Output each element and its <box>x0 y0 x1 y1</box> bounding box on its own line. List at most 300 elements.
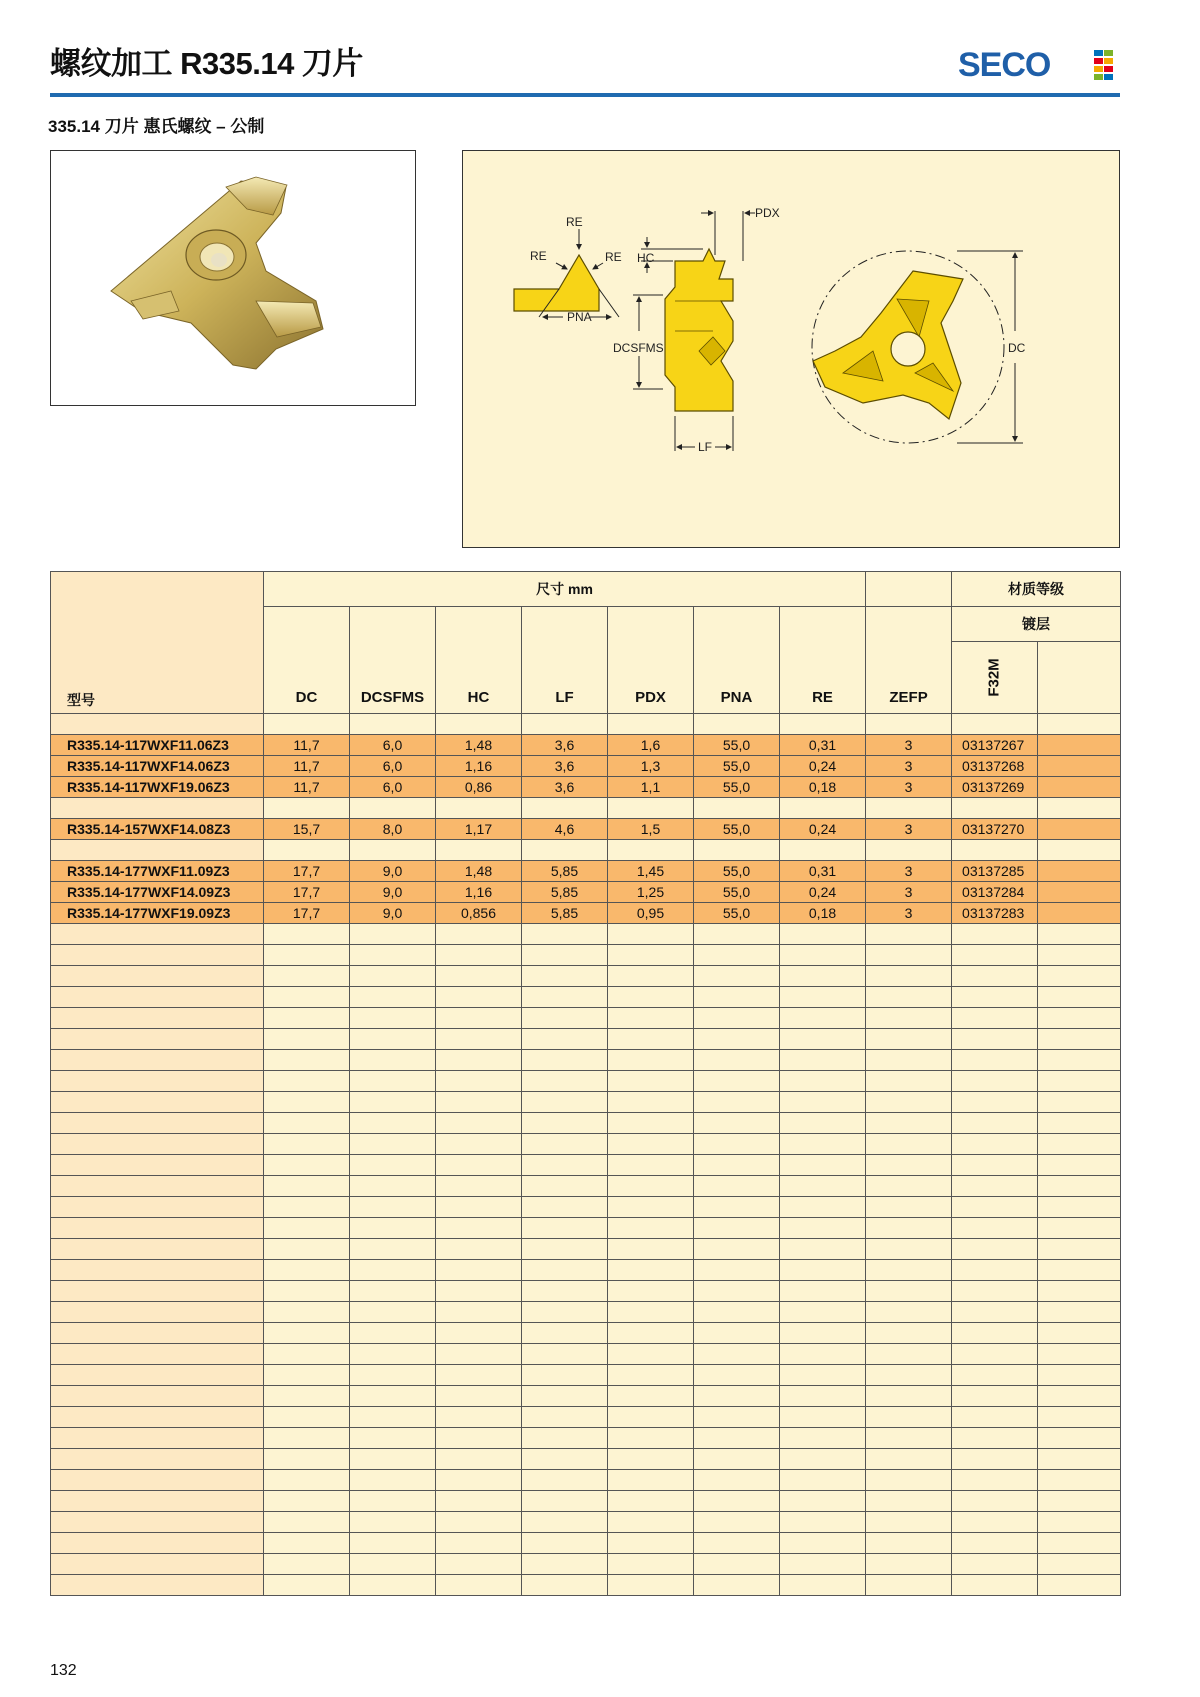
label-hc: HC <box>637 251 655 265</box>
empty-cell <box>952 1134 1038 1155</box>
dc-cell: 11,7 <box>264 756 350 777</box>
empty-cell <box>952 1176 1038 1197</box>
dc-cell: 17,7 <box>264 903 350 924</box>
col-pna: PNA <box>694 607 780 714</box>
spacer-row <box>51 1386 1121 1407</box>
empty-cell <box>350 1344 436 1365</box>
empty-cell <box>608 1554 694 1575</box>
empty-cell <box>264 1470 350 1491</box>
empty-cell <box>608 924 694 945</box>
spacer-row <box>51 1197 1121 1218</box>
spacer-row <box>51 966 1121 987</box>
empty-cell <box>350 798 436 819</box>
empty-cell <box>608 1281 694 1302</box>
empty-cell <box>780 1533 866 1554</box>
pna-cell: 55,0 <box>694 756 780 777</box>
coating-header: 镀层 <box>952 607 1121 642</box>
empty-cell <box>350 1533 436 1554</box>
empty-cell <box>866 1449 952 1470</box>
empty-cell <box>952 840 1038 861</box>
empty-cell <box>350 1260 436 1281</box>
col-dcsfms: DCSFMS <box>350 607 436 714</box>
empty-cell <box>694 1239 780 1260</box>
empty-cell <box>1038 1428 1121 1449</box>
empty-cell <box>608 1218 694 1239</box>
empty-cell <box>1038 1197 1121 1218</box>
empty-cell <box>608 1050 694 1071</box>
empty-cell <box>522 1302 608 1323</box>
empty-cell <box>866 1344 952 1365</box>
table-body <box>51 714 1121 1596</box>
empty-cell <box>780 1575 866 1596</box>
empty-cell <box>866 840 952 861</box>
pna-cell: 55,0 <box>694 882 780 903</box>
empty-cell <box>350 1365 436 1386</box>
empty-cell <box>264 1050 350 1071</box>
pdx-cell: 1,45 <box>608 861 694 882</box>
empty-cell <box>350 1281 436 1302</box>
table-row <box>51 861 1121 882</box>
empty-cell <box>694 1008 780 1029</box>
empty-cell <box>866 924 952 945</box>
empty-cell <box>436 987 522 1008</box>
empty-cell <box>436 1491 522 1512</box>
empty-cell <box>952 1050 1038 1071</box>
empty-cell <box>608 1470 694 1491</box>
empty-cell <box>1038 1386 1121 1407</box>
empty-cell <box>436 1113 522 1134</box>
empty-cell <box>952 945 1038 966</box>
empty-cell <box>866 1155 952 1176</box>
pna-cell: 55,0 <box>694 819 780 840</box>
empty-cell <box>522 1554 608 1575</box>
spacer-row <box>51 714 1121 735</box>
empty-cell <box>608 1386 694 1407</box>
lf-cell: 4,6 <box>522 819 608 840</box>
empty-cell <box>780 1365 866 1386</box>
label-pna: PNA <box>567 310 592 324</box>
empty-cell <box>350 1449 436 1470</box>
brand-name: SECO <box>958 46 1051 82</box>
col-lf: LF <box>522 607 608 714</box>
empty-cell <box>952 987 1038 1008</box>
empty-cell <box>264 1218 350 1239</box>
empty-cell <box>264 1197 350 1218</box>
empty-cell <box>780 924 866 945</box>
empty-cell <box>952 1218 1038 1239</box>
empty-cell <box>522 1050 608 1071</box>
empty-cell <box>694 1512 780 1533</box>
empty-cell <box>350 945 436 966</box>
empty-cell <box>1038 1260 1121 1281</box>
empty-cell <box>350 840 436 861</box>
empty-cell <box>780 1050 866 1071</box>
empty-cell <box>51 1260 264 1281</box>
empty-cell <box>780 1281 866 1302</box>
lf-cell: 5,85 <box>522 903 608 924</box>
empty-cell <box>522 1533 608 1554</box>
empty-cell <box>522 714 608 735</box>
empty-cell <box>522 1575 608 1596</box>
empty-cell <box>866 987 952 1008</box>
empty-cell <box>694 1197 780 1218</box>
empty-cell <box>51 1155 264 1176</box>
empty-cell <box>780 1491 866 1512</box>
page-number: 132 <box>50 1662 77 1679</box>
empty-cell <box>264 1008 350 1029</box>
empty-cell <box>51 1491 264 1512</box>
empty-cell <box>694 1302 780 1323</box>
empty-cell <box>51 966 264 987</box>
empty-cell <box>608 1365 694 1386</box>
empty-cell <box>952 1428 1038 1449</box>
spacer-row <box>51 1281 1121 1302</box>
empty-cell <box>694 1134 780 1155</box>
model-cell: R335.14-177WXF11.09Z3 <box>51 861 264 882</box>
empty-cell <box>436 1029 522 1050</box>
empty-cell <box>1038 1281 1121 1302</box>
empty-cell <box>952 1260 1038 1281</box>
lf-cell: 3,6 <box>522 756 608 777</box>
empty-cell <box>866 1071 952 1092</box>
dimension-diagram <box>462 150 1120 548</box>
empty-cell <box>952 1155 1038 1176</box>
empty-cell <box>436 1386 522 1407</box>
empty-cell <box>866 1197 952 1218</box>
empty-cell <box>780 798 866 819</box>
zefp-cell: 3 <box>866 756 952 777</box>
empty-cell <box>608 1176 694 1197</box>
col-re: RE <box>780 607 866 714</box>
pdx-cell: 1,5 <box>608 819 694 840</box>
empty-cell <box>51 1008 264 1029</box>
empty-cell <box>264 1428 350 1449</box>
empty-cell <box>608 714 694 735</box>
empty-cell <box>866 1575 952 1596</box>
empty-cell <box>1038 1470 1121 1491</box>
empty-cell <box>608 1134 694 1155</box>
empty-cell <box>264 1386 350 1407</box>
empty-cell <box>350 1407 436 1428</box>
dcsfms-cell: 6,0 <box>350 756 436 777</box>
empty-cell <box>436 798 522 819</box>
empty-cell <box>436 1512 522 1533</box>
spacer-row <box>51 1008 1121 1029</box>
spacer-row <box>51 798 1121 819</box>
empty-cell <box>51 1386 264 1407</box>
empty-cell <box>952 798 1038 819</box>
empty-cell <box>264 966 350 987</box>
empty-cell <box>350 1386 436 1407</box>
empty-cell <box>608 1344 694 1365</box>
empty-cell <box>866 1428 952 1449</box>
empty-cell <box>264 1323 350 1344</box>
empty-cell <box>350 924 436 945</box>
empty-cell <box>264 987 350 1008</box>
dc-cell: 11,7 <box>264 735 350 756</box>
empty-cell <box>694 1407 780 1428</box>
header-rule <box>50 93 1120 97</box>
re-cell: 0,18 <box>780 903 866 924</box>
grade-f32m-label: F32M <box>986 658 1004 697</box>
empty-cell <box>522 1449 608 1470</box>
empty-cell <box>952 1197 1038 1218</box>
empty-cell <box>264 1302 350 1323</box>
empty-cell <box>694 1218 780 1239</box>
empty-cell <box>350 1218 436 1239</box>
empty-cell <box>608 1323 694 1344</box>
empty-cell <box>866 1281 952 1302</box>
empty-cell <box>264 1239 350 1260</box>
empty-cell <box>522 1029 608 1050</box>
spacer-row <box>51 1533 1121 1554</box>
empty-cell <box>264 1029 350 1050</box>
empty-cell <box>350 1155 436 1176</box>
model-cell: R335.14-117WXF11.06Z3 <box>51 735 264 756</box>
empty-cell <box>522 840 608 861</box>
empty-cell <box>350 1050 436 1071</box>
model-cell: R335.14-117WXF14.06Z3 <box>51 756 264 777</box>
dc-cell: 17,7 <box>264 882 350 903</box>
seco-logo <box>958 46 1118 82</box>
empty-cell <box>51 1344 264 1365</box>
empty-cell <box>264 714 350 735</box>
spacer-row <box>51 1512 1121 1533</box>
empty-cell <box>51 1365 264 1386</box>
empty-cell <box>866 1365 952 1386</box>
empty-cell <box>1038 714 1121 735</box>
empty-cell <box>608 1239 694 1260</box>
empty-cell <box>522 1428 608 1449</box>
empty-cell <box>780 1134 866 1155</box>
empty-cell <box>350 1197 436 1218</box>
empty-cell <box>264 1575 350 1596</box>
empty-cell <box>694 1344 780 1365</box>
table-row <box>51 882 1121 903</box>
empty-cell <box>866 1407 952 1428</box>
empty-cell <box>866 1323 952 1344</box>
empty-cell <box>522 1491 608 1512</box>
grade-header: 材质等级 <box>952 572 1121 607</box>
empty-cell <box>51 1092 264 1113</box>
spacer-row <box>51 1134 1121 1155</box>
empty-cell <box>608 1407 694 1428</box>
empty-cell <box>952 1302 1038 1323</box>
spacer-row <box>51 1260 1121 1281</box>
empty-cell <box>522 1071 608 1092</box>
col-f32m <box>952 642 1038 714</box>
dcsfms-cell: 8,0 <box>350 819 436 840</box>
hc-cell: 1,48 <box>436 735 522 756</box>
hc-cell: 0,856 <box>436 903 522 924</box>
empty-cell <box>694 1281 780 1302</box>
lf-cell: 5,85 <box>522 882 608 903</box>
order-code-cell: 03137269 <box>952 777 1038 798</box>
empty-cell <box>51 798 264 819</box>
empty-cell <box>51 1512 264 1533</box>
empty-cell <box>952 1554 1038 1575</box>
empty-cell <box>608 1113 694 1134</box>
empty-cell <box>522 1155 608 1176</box>
empty-cell <box>694 1533 780 1554</box>
table-row <box>51 735 1121 756</box>
empty-cell <box>350 1470 436 1491</box>
hc-cell: 0,86 <box>436 777 522 798</box>
empty-cell <box>1038 1071 1121 1092</box>
empty-cell <box>51 1554 264 1575</box>
empty-cell <box>1038 756 1121 777</box>
dc-cell: 15,7 <box>264 819 350 840</box>
empty-cell <box>608 1428 694 1449</box>
dcsfms-cell: 6,0 <box>350 777 436 798</box>
empty-cell <box>1038 1008 1121 1029</box>
model-header: 型号 <box>51 572 264 714</box>
col-hc: HC <box>436 607 522 714</box>
empty-cell <box>436 1344 522 1365</box>
spacer-row <box>51 1113 1121 1134</box>
empty-cell <box>1038 1176 1121 1197</box>
empty-cell <box>1038 1239 1121 1260</box>
empty-cell <box>866 1134 952 1155</box>
empty-cell <box>51 1575 264 1596</box>
empty-cell <box>866 1260 952 1281</box>
empty-cell <box>1038 924 1121 945</box>
empty-cell <box>51 1113 264 1134</box>
empty-cell <box>522 1260 608 1281</box>
empty-cell <box>780 714 866 735</box>
spacer-row <box>51 1302 1121 1323</box>
empty-cell <box>866 1512 952 1533</box>
empty-cell <box>1038 945 1121 966</box>
spacer-row <box>51 1449 1121 1470</box>
empty-cell <box>522 1323 608 1344</box>
empty-cell <box>436 1260 522 1281</box>
empty-cell <box>952 1344 1038 1365</box>
empty-cell <box>436 1302 522 1323</box>
empty-cell <box>522 1092 608 1113</box>
empty-cell <box>51 1134 264 1155</box>
empty-cell <box>522 987 608 1008</box>
empty-cell <box>522 1134 608 1155</box>
empty-cell <box>780 1218 866 1239</box>
empty-cell <box>350 1092 436 1113</box>
empty-cell <box>866 1470 952 1491</box>
empty-cell <box>694 1386 780 1407</box>
pna-cell: 55,0 <box>694 903 780 924</box>
empty-cell <box>866 1176 952 1197</box>
empty-cell <box>264 1260 350 1281</box>
empty-cell <box>51 1533 264 1554</box>
empty-cell <box>350 1029 436 1050</box>
empty-cell <box>51 987 264 1008</box>
empty-cell <box>780 966 866 987</box>
empty-cell <box>694 1491 780 1512</box>
empty-cell <box>1038 1218 1121 1239</box>
empty-cell <box>264 1533 350 1554</box>
dcsfms-cell: 9,0 <box>350 861 436 882</box>
empty-cell <box>522 798 608 819</box>
re-cell: 0,31 <box>780 735 866 756</box>
spacer-row <box>51 1428 1121 1449</box>
empty-cell <box>608 1260 694 1281</box>
table-row <box>51 903 1121 924</box>
empty-cell <box>522 966 608 987</box>
spacer-row <box>51 1155 1121 1176</box>
empty-cell <box>608 945 694 966</box>
empty-cell <box>350 987 436 1008</box>
empty-cell <box>780 1428 866 1449</box>
empty-cell <box>694 1470 780 1491</box>
empty-cell <box>522 1281 608 1302</box>
table-row <box>51 756 1121 777</box>
dimensions-header: 尺寸 mm <box>264 572 866 607</box>
empty-cell <box>51 1470 264 1491</box>
col-zefp: ZEFP <box>866 607 952 714</box>
empty-cell <box>350 1323 436 1344</box>
empty-cell <box>436 945 522 966</box>
empty-cell <box>350 1176 436 1197</box>
empty-cell <box>51 924 264 945</box>
empty-cell <box>780 1176 866 1197</box>
empty-cell <box>522 1344 608 1365</box>
empty-cell <box>264 1155 350 1176</box>
empty-cell <box>608 1092 694 1113</box>
empty-cell <box>264 1176 350 1197</box>
empty-cell <box>608 840 694 861</box>
empty-cell <box>522 1386 608 1407</box>
pdx-cell: 1,3 <box>608 756 694 777</box>
empty-cell <box>51 1323 264 1344</box>
section-subtitle: 335.14 刀片 惠氏螺纹 – 公制 <box>48 117 265 136</box>
empty-cell <box>608 1029 694 1050</box>
zefp-cell: 3 <box>866 861 952 882</box>
empty-cell <box>350 1554 436 1575</box>
label-dc: DC <box>1008 341 1026 355</box>
empty-cell <box>694 945 780 966</box>
empty-cell <box>952 966 1038 987</box>
empty-cell <box>1038 1092 1121 1113</box>
empty-cell <box>1038 1344 1121 1365</box>
insert-spec-table <box>50 571 1121 1596</box>
empty-cell <box>1038 966 1121 987</box>
empty-cell <box>436 1407 522 1428</box>
model-cell: R335.14-157WXF14.08Z3 <box>51 819 264 840</box>
model-cell: R335.14-117WXF19.06Z3 <box>51 777 264 798</box>
empty-cell <box>952 1029 1038 1050</box>
empty-cell <box>866 1092 952 1113</box>
empty-cell <box>608 966 694 987</box>
empty-cell <box>952 1575 1038 1596</box>
empty-cell <box>952 1092 1038 1113</box>
empty-cell <box>780 1029 866 1050</box>
empty-cell <box>1038 1155 1121 1176</box>
empty-cell <box>350 1575 436 1596</box>
empty-cell <box>436 1176 522 1197</box>
empty-cell <box>350 714 436 735</box>
pna-cell: 55,0 <box>694 777 780 798</box>
pdx-cell: 0,95 <box>608 903 694 924</box>
empty-cell <box>952 714 1038 735</box>
spacer-row <box>51 840 1121 861</box>
empty-cell <box>522 1197 608 1218</box>
spacer-row <box>51 1050 1121 1071</box>
empty-cell <box>952 1512 1038 1533</box>
empty-cell <box>866 1239 952 1260</box>
empty-cell <box>866 1113 952 1134</box>
model-cell: R335.14-177WXF14.09Z3 <box>51 882 264 903</box>
empty-cell <box>866 1218 952 1239</box>
empty-cell <box>694 1029 780 1050</box>
